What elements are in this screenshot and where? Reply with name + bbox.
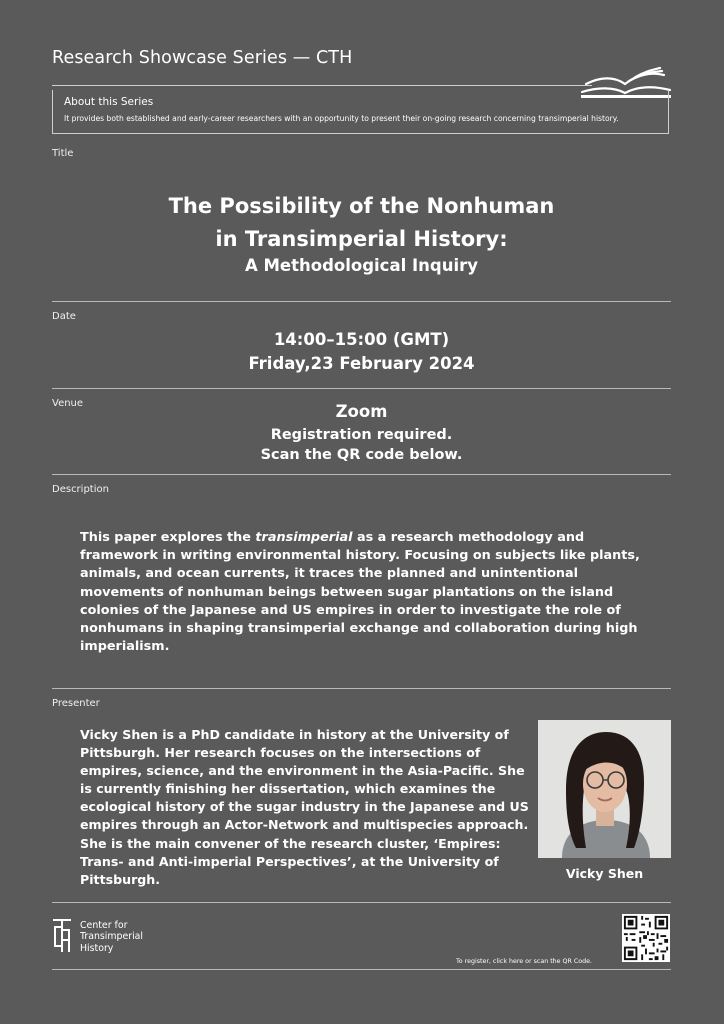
description-emphasis: transimperial	[255, 530, 353, 545]
org-name: Center for Transimperial History	[80, 920, 144, 954]
venue-note-qr: Scan the QR code below.	[260, 447, 463, 463]
venue-note-registration: Registration required.	[270, 427, 453, 443]
divider-bottom	[52, 969, 671, 970]
talk-title-line1: The Possibility of the Nonhuman	[168, 194, 555, 218]
divider-presenter	[52, 688, 671, 689]
description-text: This paper explores the transimperial as a research methodology and framework in writing environmental history. Focusing on subjects like plants, animals, and ocean currents, it traces the planned and unintentional movements of nonhuman beings between sugar plantations on the island colonies of the Japanese and US empires in order to investigate the role of nonhumans in shaping transimperial exchange and collaboration during high imperialism.	[80, 530, 640, 655]
presenter-label: Presenter	[52, 698, 100, 709]
talk-subtitle: A Methodological Inquiry	[244, 256, 478, 275]
presenter-name: Vicky Shen	[565, 866, 644, 881]
register-link[interactable]: To register, click here or scan the QR Code.	[456, 958, 593, 965]
divider-date	[52, 301, 671, 302]
qr-code-icon[interactable]	[622, 914, 670, 962]
venue-name: Zoom	[335, 402, 388, 421]
title-label: Title	[52, 148, 74, 159]
series-title: Research Showcase Series — CTH	[52, 48, 353, 68]
about-heading: About this Series	[64, 96, 154, 108]
description-label: Description	[52, 484, 109, 495]
presenter-photo	[538, 720, 671, 858]
cth-logo-icon	[52, 918, 72, 954]
talk-title-line2: in Transimperial History:	[215, 227, 508, 251]
event-date: Friday,23 February 2024	[248, 354, 475, 373]
event-time: 14:00–15:00 (GMT)	[273, 330, 450, 349]
divider-description	[52, 474, 671, 475]
about-text: It provides both established and early-career researchers with an opportunity to present their on-going research concerning transimperial history.	[64, 114, 619, 123]
divider-venue	[52, 388, 671, 389]
divider-footer	[52, 902, 671, 903]
presenter-bio: Vicky Shen is a PhD candidate in history at the University of Pittsburgh. Her research focuses on the intersections of empires, science, and the environment in the Asia-Pacific. She is currently finishing her dissertation, which examines the ecological history of the sugar industry in the Japanese and US empires through an Actor-Network and multispecies approach. She is the main convener of the research cluster, ‘Empires: Trans- and Anti-imperial Perspectives’, at the University of Pittsburgh.	[80, 727, 529, 887]
date-label: Date	[52, 311, 76, 322]
venue-label: Venue	[52, 398, 84, 409]
series-divider	[52, 85, 592, 86]
